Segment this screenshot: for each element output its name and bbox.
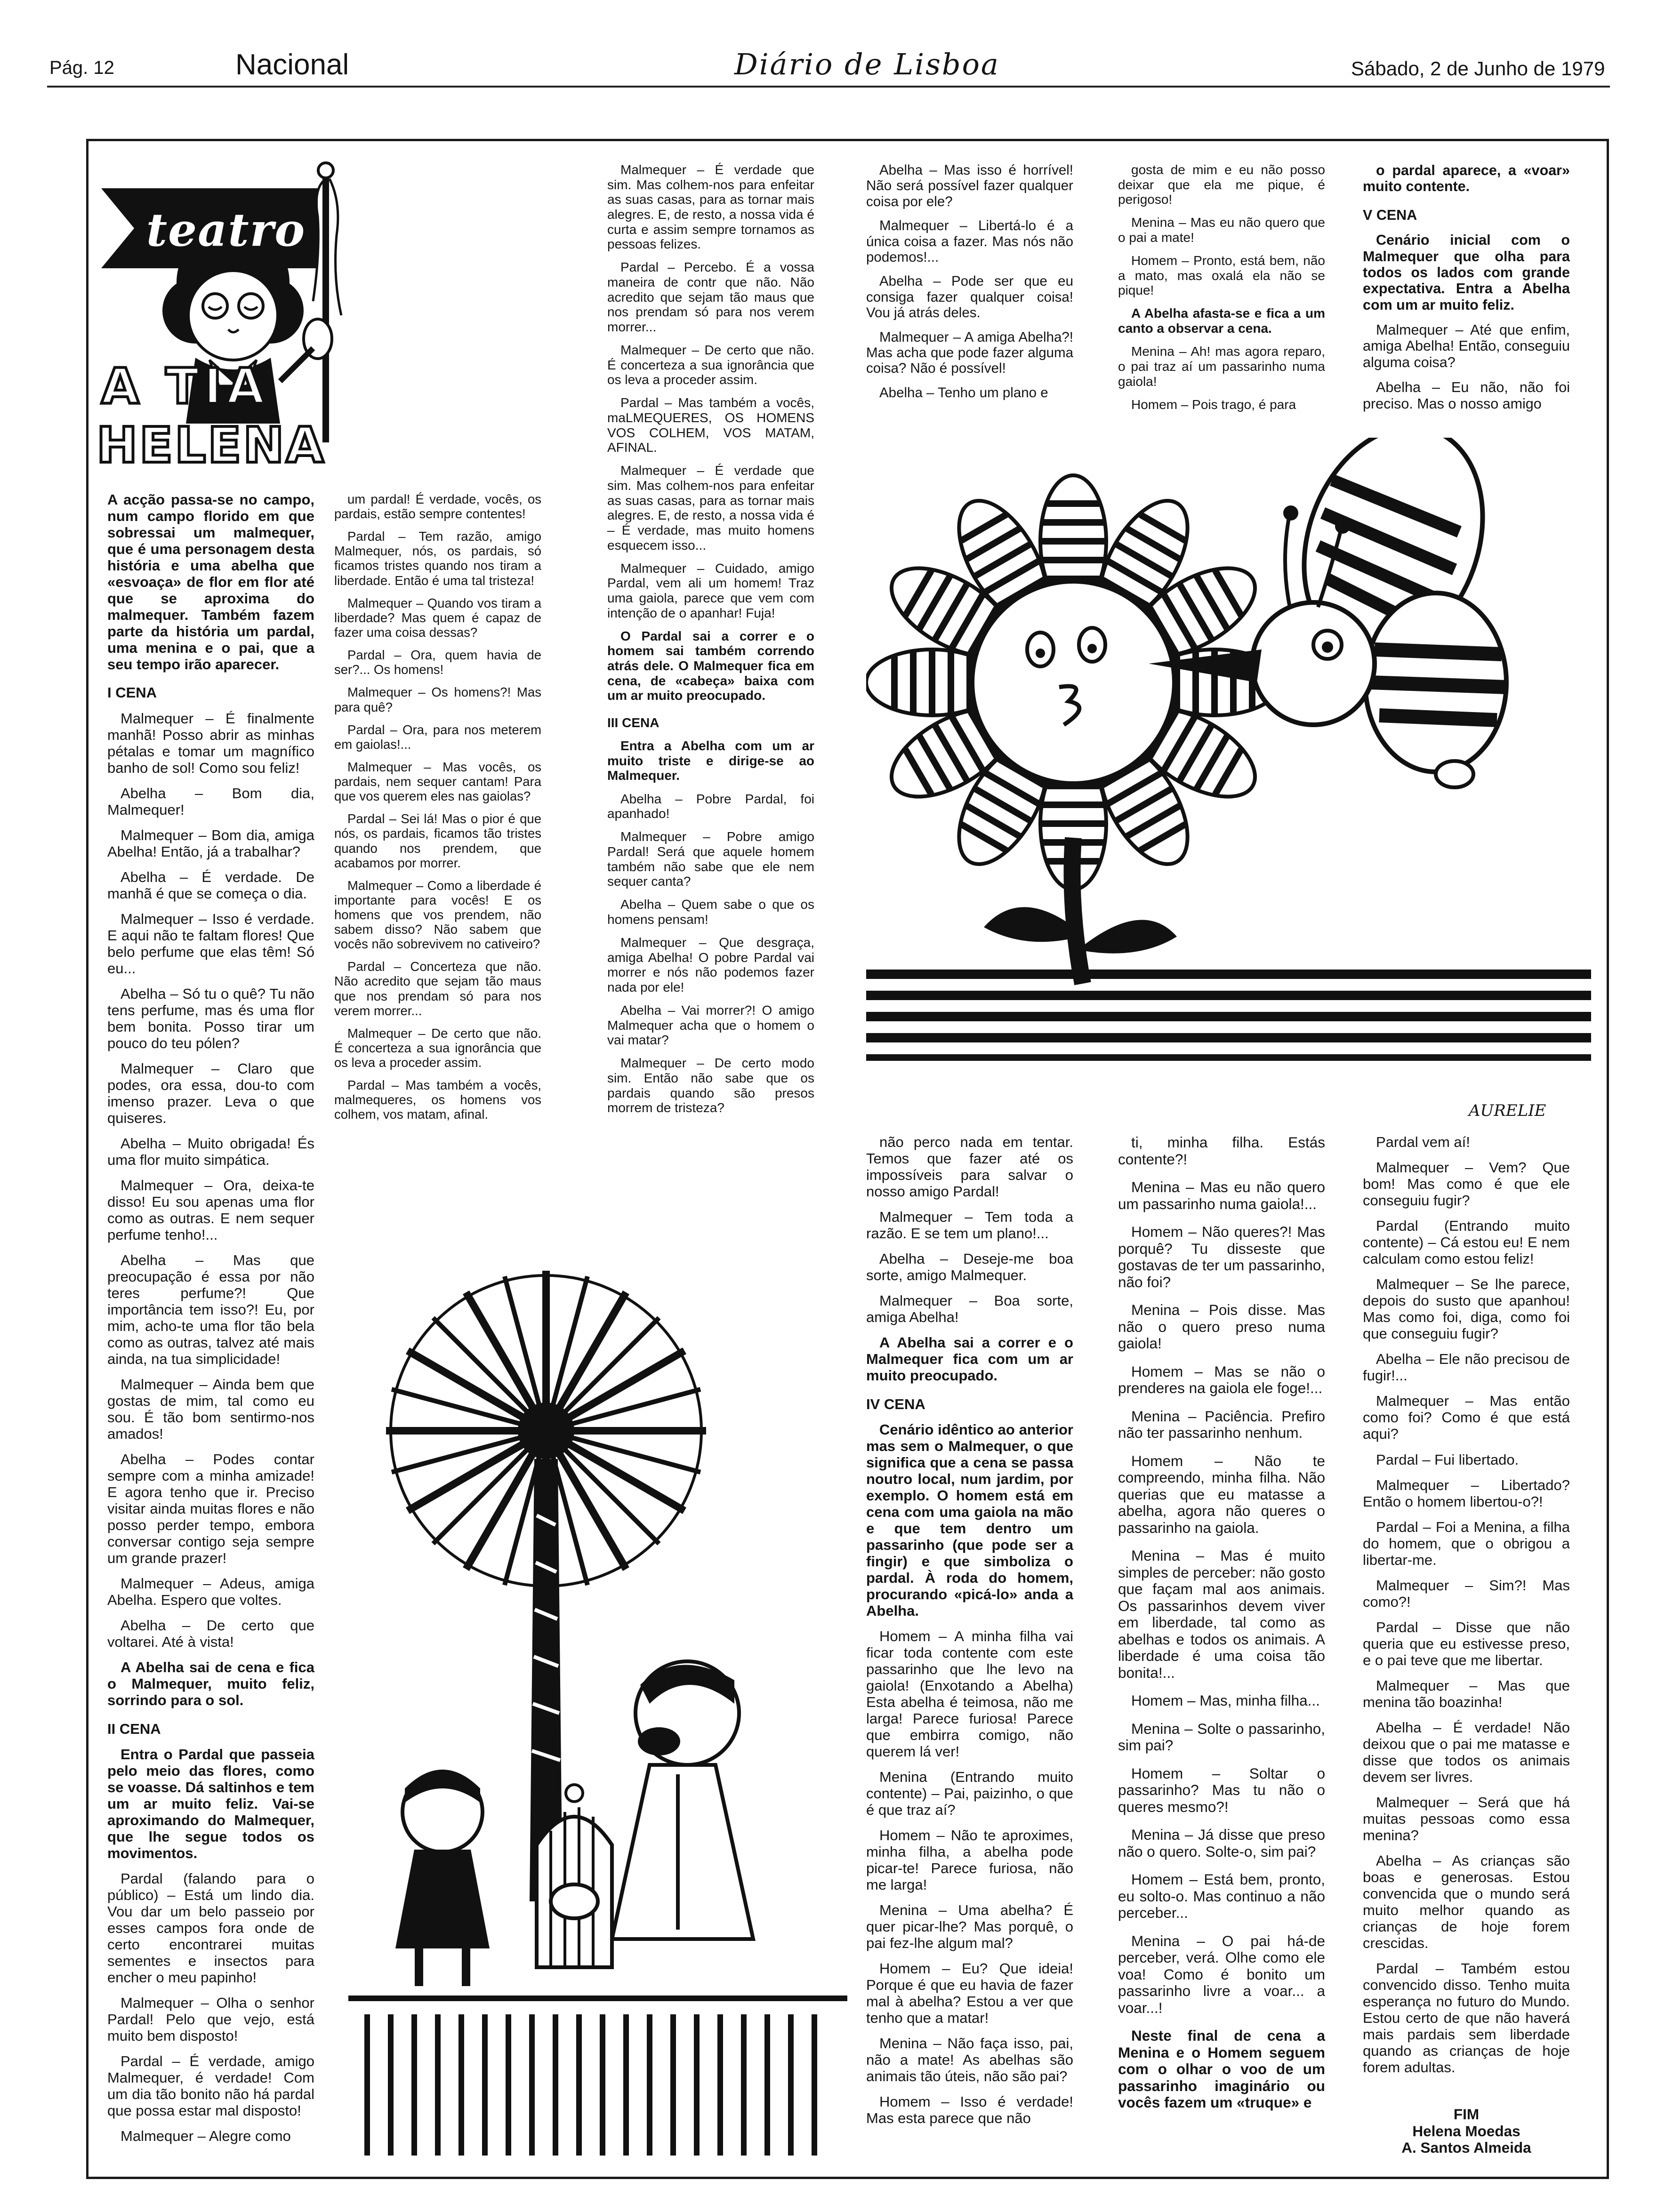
dialogue-line: um pardal! É verdade, vocês, os pardais, estão sempre contentes! — [334, 492, 541, 521]
dialogue-line: Malmequer – Que desgraça, amiga Abelha! O pobre Pardal vai morrer e nós não podemos fazer nada por ele! — [607, 935, 814, 994]
dialogue-line: Malmequer – Alegre como — [121, 2128, 291, 2145]
column-1 — [107, 492, 314, 2154]
title-line-2: HELENA — [97, 417, 326, 474]
dialogue-line: Pardal (falando para o público) – Está um lindo dia. Vou dar um belo passeio por esses campos fora onde de certo encontrarei muitas sementes e insectos para encher o meu papinho! — [107, 1870, 314, 1986]
dialogue-line: Pardal – Ora, para nos meterem em gaiolas!... — [334, 722, 541, 752]
dialogue-line: Malmequer – Até que enfim, amiga Abelha! Então, conseguiu alguma coisa? — [1363, 322, 1570, 370]
dialogue-line: Pardal – Tem razão, amigo Malmequer, nós, os pardais, só ficamos tristes quando nos tiram a liberdade. Então é uma tal tristeza! — [334, 529, 541, 588]
column-6-bottom — [1363, 1134, 1570, 2085]
dialogue-line: Pardal – Mas também a vocês, maLMEQUERES, OS HOMENS VOS COLHEM, VOS MATAM, AFINAL. — [607, 395, 814, 455]
stage-direction: Entra a Abelha com um ar muito triste e dirige-se ao Malmequer. — [607, 738, 814, 783]
dialogue-line: Menina – Já disse que preso não o quero. Solte-o, sim pai? — [1118, 1826, 1325, 1860]
title-illustration — [92, 160, 374, 485]
newspaper-header — [0, 29, 1657, 109]
dialogue-line: Menina – Solte o passarinho, sim pai? — [1118, 1720, 1325, 1754]
column-4-bottom — [866, 1134, 1073, 2136]
column-2 — [334, 492, 541, 1130]
dialogue-line: Homem – Pois trago, é para — [1131, 397, 1296, 412]
dialogue-line: Malmequer – É finalmente manhã! Posso abrir as minhas pétalas e tomar um magnífico banho de sol! Como sou feliz! — [107, 710, 314, 776]
dialogue-line: Malmequer – Os homens?! Mas para quê? — [334, 685, 541, 714]
dialogue-line: Abelha – Eu não, não foi preciso. Mas o nosso amigo — [1363, 379, 1570, 412]
dialogue-line: Abelha – Muito obrigada! És uma flor muito simpática. — [107, 1135, 314, 1169]
dialogue-line: Homem – Não te aproximes, minha filha, a abelha pode picar-te! Parece furiosa, não me larga! — [866, 1827, 1073, 1893]
dialogue-line: Malmequer – É verdade que sim. Mas colhem-nos para enfeitar as suas casas, para as tornar mais alegres. E, de resto, a nossa vida é – É verdade, mas muito homens esquecem isso... — [607, 463, 814, 553]
dialogue-line: Malmequer – Se lhe parece, depois do susto que apanhou! Mas como foi, diga, como foi que conseguiu fugir? — [1363, 1276, 1570, 1342]
dialogue-line: Abelha – É verdade. De manhã é que se começa o dia. — [107, 868, 314, 902]
scene-heading: II CENA — [107, 1721, 161, 1738]
dialogue-line: Malmequer – Sim?! Mas como?! — [1363, 1577, 1570, 1610]
dialogue-line: Pardal – Concerteza que não. Não acredito que sejam tão maus que nos prendam só para nos verem morrer... — [334, 959, 541, 1018]
dialogue-line: Menina – Paciência. Prefiro não ter passarinho nenhum. — [1118, 1407, 1325, 1441]
dialogue-line: Abelha – É verdade! Não deixou que o pai me matasse e disse que todos os animais devem ser livres. — [1363, 1719, 1570, 1786]
dialogue-line: Pardal – Também estou convencido disso. Tenho muita esperança no futuro do Mundo. Estou certo de que não haverá mais pardais sem liberdade quando as crianças de hoje forem adultas. — [1363, 1960, 1570, 2076]
dialogue-line: Malmequer – Olha o senhor Pardal! Pelo que vejo, está muito bem disposto! — [107, 1995, 314, 2044]
dialogue-line: Malmequer – Cuidado, amigo Pardal, vem ali um homem! Traz uma gaiola, parece que vem com intenção de o apanhar! Fuja! — [607, 561, 814, 620]
dialogue-line: Malmequer – Mas então como foi? Como é que está aqui? — [1363, 1393, 1570, 1443]
dialogue-line: Homem – Soltar o passarinho? Mas tu não o queres mesmo?! — [1118, 1764, 1325, 1815]
dialogue-line: Menina – Mas eu não quero que o pai a mate! — [1118, 215, 1325, 245]
dialogue-line: ti, minha filha. Estás contente?! — [1118, 1134, 1325, 1168]
dialogue-line: Abelha – Mas isso é horrível! Não será possível fazer qualquer coisa por ele? — [866, 162, 1073, 209]
dialogue-line: Pardal – Sei lá! Mas o pior é que nós, os pardais, ficamos tão tristes quando nos prendem, que acabamos por morrer. — [334, 811, 541, 870]
stage-direction: Neste final de cena a Menina e o Homem seguem com o olhar o voo de um passarinho imaginário ou vocês fazem um «truque» e — [1118, 2027, 1325, 2111]
dialogue-line: Abelha – Quem sabe o que os homens pensam! — [607, 897, 814, 927]
flower-bee-illustration — [866, 438, 1591, 1120]
dialogue-line: Abelha – Pode ser que eu consiga fazer qualquer coisa! Vou já atrás deles. — [866, 273, 1073, 321]
dialogue-line: Pardal – Fui libertado. — [1376, 1451, 1519, 1468]
tree-family-illustration — [348, 1233, 847, 2174]
dialogue-line: Pardal – Ora, quem havia de ser?... Os homens! — [334, 648, 541, 677]
stage-direction: A Abelha sai a correr e o Malmequer fica com um ar muito preocupado. — [866, 1334, 1073, 1384]
dialogue-line: Homem – Mas se não o prenderes na gaiola ele foge!... — [1118, 1362, 1325, 1396]
stage-direction: O Pardal sai a correr e o homem sai também correndo atrás dele. O Malmequer fica em cena, de «cabeça» baixa com um ar muito preocupado. — [607, 628, 814, 703]
dialogue-line: Abelha – Tenho um plano e — [879, 385, 1048, 401]
dialogue-line: Malmequer – Vem? Que bom! Mas como é que ele conseguiu fugir? — [1363, 1159, 1570, 1209]
dialogue-line: Malmequer – Ora, deixa-te disso! Eu sou apenas uma flor como as outras. E nem sequer perfume tenho!... — [107, 1177, 314, 1243]
dialogue-line: Homem – Não te compreendo, minha filha. Não querias que eu matasse a abelha, agora não queres o passarinho na gaiola. — [1118, 1452, 1325, 1536]
scene-heading: V CENA — [1363, 207, 1417, 223]
dialogue-line: Pardal – É verdade, amigo Malmequer, é verdade! Com um dia tão bonito não há pardal que possa estar mal disposto! — [107, 2053, 314, 2119]
dialogue-line: Menina – Mas eu não quero um passarinho numa gaiola!... — [1118, 1178, 1325, 1212]
stage-direction: A Abelha afasta-se e fica a um canto a observar a cena. — [1118, 306, 1325, 336]
dialogue-line: Pardal vem aí! — [1376, 1134, 1470, 1150]
dialogue-line: Malmequer – De certo modo sim. Então não sabe que os pardais quando são presos morrem de tristeza? — [607, 1056, 814, 1115]
stage-direction: Cenário idêntico ao anterior mas sem o Malmequer, o que significa que a cena se passa noutro local, num jardim, por exemplo. O homem está em cena com uma gaiola na mão e que tem dentro um passarinho (que pode ser a fingir) e que simboliza o pardal. À roda do homem, procurando «picá-lo» anda a Abelha. — [866, 1421, 1073, 1619]
scene-heading: III CENA — [607, 715, 660, 730]
dialogue-line: Pardal (Entrando muito contente) – Cá estou eu! E nem calculam como estou feliz! — [1363, 1218, 1570, 1267]
newspaper-title: Diário de Lisboa — [734, 47, 1000, 81]
dialogue-line: Menina – O pai há-de perceber, verá. Olhe como ele voa! Como é bonito um passarinho livre a voar... a voar...! — [1118, 1932, 1325, 2016]
dialogue-line: Pardal – Foi a Menina, a filha do homem, que o obrigou a libertar-me. — [1363, 1518, 1570, 1568]
dialogue-line: gosta de mim e eu não posso deixar que ela me pique, é perigoso! — [1118, 162, 1325, 207]
intro-paragraph: A acção passa-se no campo, num campo florido em que sobressai um malmequer, que é uma personagem desta história e uma abelha que «esvoaça» de flor em flor até que se aproxima do malmequer. Também fazem parte da história um pardal, uma menina e o pai, que a seu tempo irão aparecer. — [107, 491, 314, 673]
dialogue-line: Menina – Uma abelha? É quer picar-lhe? Mas porquê, o pai fez-lhe algum mal? — [866, 1902, 1073, 1951]
dialogue-line: Homem – A minha filha vai ficar toda contente com este passarinho que lhe levo na gaiola! (Enxotando a Abelha) Esta abelha é teimosa, não me larga! Parece furiosa! Parece que embirra comigo, não querem lá ver! — [866, 1628, 1073, 1760]
dialogue-line: Malmequer – Pobre amigo Pardal! Será que aquele homem também não sabe que ele nem sequer canta? — [607, 829, 814, 889]
dialogue-line: Malmequer – Mas que menina tão boazinha! — [1363, 1677, 1570, 1711]
column-6-top — [1363, 162, 1570, 421]
dialogue-line: Malmequer – Boa sorte, amiga Abelha! — [866, 1292, 1073, 1326]
dialogue-line: Homem – Mas, minha filha... — [1131, 1692, 1320, 1709]
dialogue-line: Malmequer – De certo que não. É concerteza a sua ignorância que os leva a proceder assim. — [607, 343, 814, 387]
dialogue-line: Abelha – Deseje-me boa sorte, amigo Malmequer. — [866, 1250, 1073, 1284]
dialogue-line: Malmequer – Libertá-lo é a única coisa a fazer. Mas nós não podemos!... — [866, 218, 1073, 265]
dialogue-line: Malmequer – Como a liberdade é importante para vocês! E os homens que vos prendem, não sabem disso? Não sabem que vocês não sobrevivem no cativeiro? — [334, 878, 541, 952]
column-3 — [607, 162, 814, 1123]
dialogue-line: Malmequer – Tem toda a razão. E se tem um plano!... — [866, 1209, 1073, 1242]
dialogue-line: Malmequer – Quando vos tiram a liberdade? Mas quem é capaz de fazer uma coisa dessas? — [334, 595, 541, 640]
dialogue-line: Abelha – Bom dia, Malmequer! — [107, 785, 314, 818]
dialogue-line: Malmequer – Adeus, amiga Abelha. Espero que voltes. — [107, 1575, 314, 1609]
dialogue-line: Malmequer – Isso é verdade. E aqui não te faltam flores! Que belo perfume que elas têm! Só eu... — [107, 911, 314, 977]
page-number: Pág. 12 — [49, 57, 114, 78]
stage-direction: Entra o Pardal que passeia pelo meio das flores, como se voasse. Dá saltinhos e tem um ar muito feliz. Vai-se aproximando do Malmequer, que lhe segue todos os movimentos. — [107, 1746, 314, 1862]
column-5-top — [1118, 162, 1325, 420]
stage-direction: A Abelha sai de cena e fica o Malmequer, muito feliz, sorrindo para o sol. — [107, 1659, 314, 1709]
dialogue-line: Menina – Mas é muito simples de perceber: não gosto que façam mal aos animais. Os passarinhos devem viver em liberdade, tal como as abelhas e todos os animais. A liberdade é uma coisa tão bonita!... — [1118, 1547, 1325, 1681]
dialogue-line: Homem – Pronto, está bem, não a mato, mas oxalá ela não se pique! — [1118, 253, 1325, 298]
stage-direction: Cenário inicial com o Malmequer que olha para todos os lados com grande expectativa. Entra a Abelha com um ar muito feliz. — [1363, 232, 1570, 313]
dialogue-line: Menina (Entrando muito contente) – Pai, paizinho, o que é que traz aí? — [866, 1768, 1073, 1818]
dialogue-line: Malmequer – Libertado? Então o homem libertou-o?! — [1363, 1476, 1570, 1510]
author-1: Helena Moedas — [1412, 2122, 1520, 2140]
credits — [1363, 2106, 1570, 2156]
dialogue-line: Malmequer – Claro que podes, ora essa, dou-to com imenso prazer. Leva o que quiseres. — [107, 1060, 314, 1126]
column-5-bottom — [1118, 1134, 1325, 2123]
dialogue-line: Abelha – De certo que voltarei. Até à vista! — [107, 1617, 314, 1651]
issue-date: Sábado, 2 de Junho de 1979 — [1351, 57, 1605, 80]
dialogue-line: não perco nada em tentar. Temos que fazer até os impossíveis para salvar o nosso amigo Pardal! — [866, 1134, 1073, 1200]
dialogue-line: Menina – Pois disse. Mas não o quero preso numa gaiola! — [1118, 1301, 1325, 1352]
dialogue-line: Malmequer – Mas vocês, os pardais, nem sequer cantam! Para que vos querem eles nas gaiolas? — [334, 759, 541, 804]
illustrator-signature: AURELIE — [1469, 1101, 1546, 1120]
dialogue-line: Abelha – As crianças são boas e generosas. Estou convencida que o mundo será muito melhor quando as crianças de hoje forem crescidas. — [1363, 1852, 1570, 1952]
section-name: Nacional — [235, 48, 349, 81]
banner-tag: teatro — [146, 203, 306, 256]
dialogue-line: Abelha – Ele não precisou de fugir!... — [1363, 1351, 1570, 1384]
dialogue-line: Menina – Não faça isso, pai, não a mate! As abelhas são animais tão úteis, não são pai? — [866, 2035, 1073, 2085]
scene-heading: I CENA — [107, 684, 157, 701]
dialogue-line: Abelha – Podes contar sempre com a minha amizade! E agora tenho que ir. Preciso visitar ainda muitas flores e não posso perder tempo, embora conversar contigo seja sempre um grande prazer! — [107, 1451, 314, 1566]
title-line-1: A TIA — [101, 358, 269, 415]
dialogue-line: Menina – Ah! mas agora reparo, o pai traz aí um passarinho numa gaiola! — [1118, 344, 1325, 389]
scene-heading: IV CENA — [866, 1396, 925, 1413]
dialogue-line: Pardal – Mas também a vocês, malmequeres, os homens vos colhem, vos matam, afinal. — [334, 1078, 541, 1122]
dialogue-line: Homem – Isso é verdade! Mas esta parece que não — [866, 2093, 1073, 2127]
dialogue-line: Abelha – Vai morrer?! O amigo Malmequer acha que o homem o vai matar? — [607, 1003, 814, 1048]
dialogue-line: Pardal – Disse que não queria que eu estivesse preso, e o pai teve que me libertar. — [1363, 1619, 1570, 1668]
header-rule — [47, 86, 1610, 88]
dialogue-line: Malmequer – Ainda bem que gostas de mim, tal como eu sou. É tão bom sentirmo-nos amados! — [107, 1376, 314, 1443]
dialogue-line: Homem – Não queres?! Mas porquê? Tu disseste que gostavas de ter um passarinho, não foi? — [1118, 1223, 1325, 1290]
stage-direction: o pardal aparece, a «voar» muito contente. — [1363, 162, 1570, 195]
dialogue-line: Malmequer – De certo que não. É concerteza a sua ignorância que os leva a proceder assim. — [334, 1026, 541, 1070]
dialogue-line: Malmequer – É verdade que sim. Mas colhem-nos para enfeitar as suas casas, para as tornar mais alegres. E, de resto, a nossa vida é curta e assim sempre tornamos as pessoas felizes. — [607, 162, 814, 252]
dialogue-line: Malmequer – A amiga Abelha?! Mas acha que pode fazer alguma coisa? Não é possível! — [866, 329, 1073, 377]
dialogue-line: Pardal – Percebo. É a vossa maneira de contr que não. Não acredito que sejam tão maus que nos prendam só para nos verem morrer... — [607, 260, 814, 334]
author-2: A. Santos Almeida — [1401, 2139, 1531, 2156]
dialogue-line: Homem – Está bem, pronto, eu solto-o. Mas continuo a não perceber... — [1118, 1871, 1325, 1921]
dialogue-line: Abelha – Pobre Pardal, foi apanhado! — [607, 791, 814, 821]
column-4-top — [866, 162, 1073, 409]
dialogue-line: Homem – Eu? Que ideia! Porque é que eu havia de fazer mal à abelha? Estou a ver que tenho que a matar! — [866, 1960, 1073, 2026]
dialogue-line: Abelha – Só tu o quê? Tu não tens perfume, mas és uma flor bem bonita. Posso tirar um pouco do teu pólen? — [107, 986, 314, 1051]
end-mark: FIM — [1453, 2106, 1480, 2123]
dialogue-line: Malmequer – Bom dia, amiga Abelha! Então, já a trabalhar? — [107, 826, 314, 860]
dialogue-line: Abelha – Mas que preocupação é essa por não teres perfume?! Que importância tem isso?! Eu, por mim, acho-te uma flor tão bela como as outras, talvez até mais ainda, na tua simplicidade! — [107, 1252, 314, 1368]
dialogue-line: Malmequer – Será que há muitas pessoas como essa menina? — [1363, 1794, 1570, 1844]
